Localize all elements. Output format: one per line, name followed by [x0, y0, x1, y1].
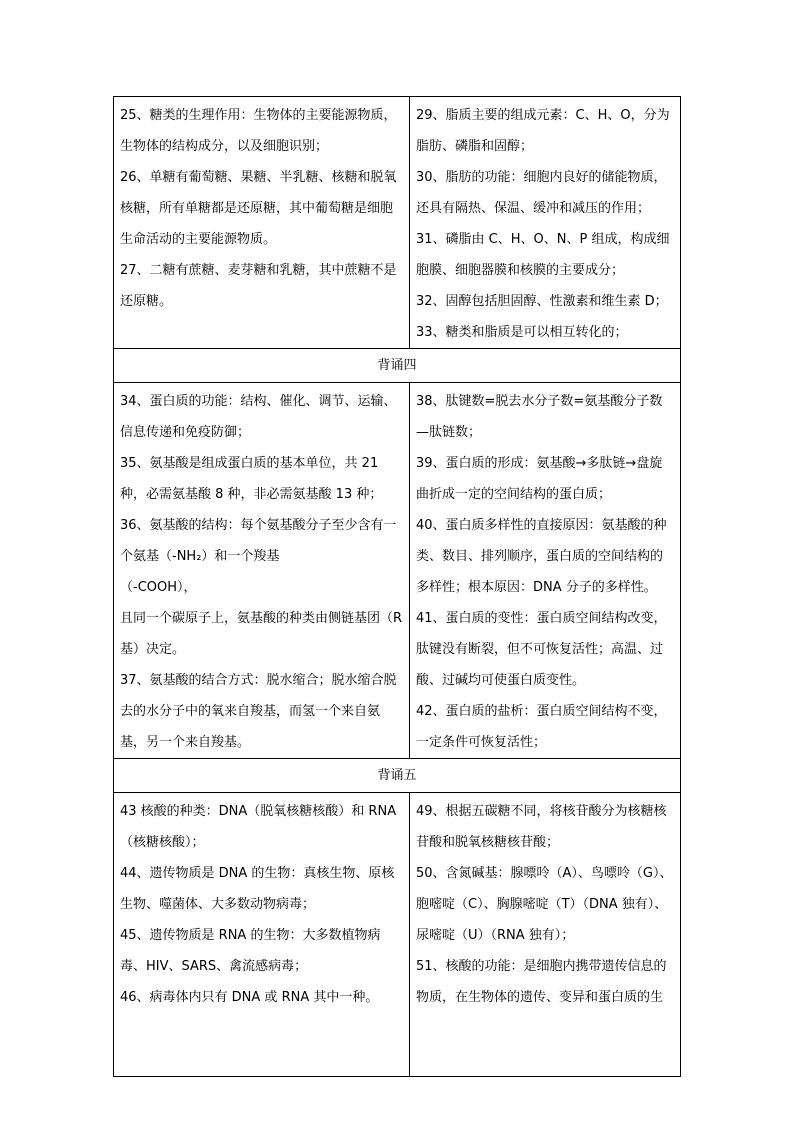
section5-header-row — [114, 759, 681, 793]
section3-right-cell — [410, 97, 681, 349]
list-item: 41、蛋白质的变性：蛋白质空间结构改变，肽键没有断裂，但不可恢复活性；高温、过酸、过碱均可使蛋白质变性。 — [416, 611, 667, 688]
section5-row — [114, 793, 681, 1077]
section4-row — [114, 383, 681, 759]
list-item: （-COOH）， — [120, 580, 197, 595]
list-item: 50、含氮碱基：腺嘌呤（A）、鸟嘌呤（G）、胞嘧啶（C）、胸腺嘧啶（T）（DNA 独有）、尿嘧啶（U）（RNA 独有）； — [416, 866, 673, 943]
notes-table — [113, 96, 681, 1077]
list-item: 26、单糖有葡萄糖、果糖、半乳糖、核糖和脱氧核糖，所有单糖都是还原糖，其中葡萄糖是细胞生命活动的主要能源物质。 — [120, 170, 397, 247]
list-item: 46、病毒体内只有 DNA 或 RNA 其中一种。 — [120, 990, 379, 1005]
section5-left-cell — [114, 793, 410, 1077]
list-item: 34、蛋白质的功能：结构、催化、调节、运输、信息传递和免疫防御； — [120, 394, 397, 440]
list-item: 42、蛋白质的盐析：蛋白质空间结构不变，一定条件可恢复活性； — [416, 704, 667, 750]
section4-header-row — [114, 349, 681, 383]
list-item: 32、固醇包括胆固醇、性激素和维生素 D； — [416, 294, 668, 309]
notes-table-container — [113, 96, 681, 1077]
list-item: 33、糖类和脂质是可以相互转化的； — [416, 325, 628, 340]
list-item: 43 核酸的种类：DNA（脱氧核糖核酸）和 RNA（核糖核酸）； — [120, 804, 397, 850]
section3-row — [114, 97, 681, 349]
list-item: 39、蛋白质的形成：氨基酸→多肽链→盘旋曲折成一定的空间结构的蛋白质； — [416, 456, 663, 502]
list-item: 36、氨基酸的结构：每个氨基酸分子至少含有一个氨基（-NH₂）和一个羧基 — [120, 518, 397, 564]
list-item: 49、根据五碳糖不同，将核苷酸分为核糖核苷酸和脱氧核糖核苷酸； — [416, 804, 667, 850]
list-item: 30、脂肪的功能：细胞内良好的储能物质，还具有隔热、保温、缓冲和减压的作用； — [416, 170, 667, 216]
section-title: 背诵五 — [114, 759, 681, 793]
list-item: 29、脂质主要的组成元素：C、H、O，分为脂肪、磷脂和固醇； — [416, 108, 670, 154]
section-title: 背诵四 — [114, 349, 681, 383]
list-item: 40、蛋白质多样性的直接原因：氨基酸的种类、数目、排列顺序，蛋白质的空间结构的多样性；根本原因：DNA 分子的多样性。 — [416, 518, 667, 595]
list-item: 25、糖类的生理作用：生物体的主要能源物质，生物体的结构成分，以及细胞识别； — [120, 108, 397, 154]
list-item: 且同一个碳原子上，氨基酸的种类由侧链基团（R 基）决定。 — [120, 611, 403, 657]
list-item: 51、核酸的功能：是细胞内携带遗传信息的物质，在生物体的遗传、变异和蛋白质的生 — [416, 959, 667, 1005]
list-item: 35、氨基酸是组成蛋白质的基本单位，共 21 种，必需氨基酸 8 种，非必需氨基酸 13 种； — [120, 456, 383, 502]
list-item: 27、二糖有蔗糖、麦芽糖和乳糖，其中蔗糖不是还原糖。 — [120, 263, 397, 309]
section5-right-content — [416, 796, 674, 1076]
section4-left-cell — [114, 383, 410, 759]
list-item: 44、遗传物质是 DNA 的生物：真核生物、原核生物、噬菌体、大多数动物病毒； — [120, 866, 395, 912]
section3-left-cell — [114, 97, 410, 349]
list-item: 45、遗传物质是 RNA 的生物：大多数植物病毒、HIV、SARS、禽流感病毒； — [120, 928, 381, 974]
section4-right-cell — [410, 383, 681, 759]
list-item: 37、氨基酸的结合方式：脱水缩合；脱水缩合脱去的水分子中的氧来自羧基，而氢一个来自氨基，另一个来自羧基。 — [120, 673, 397, 750]
list-item: 38、肽键数=脱去水分子数=氨基酸分子数—肽链数； — [416, 394, 663, 440]
list-item: 31、磷脂由 C、H、O、N、P 组成，构成细胞膜、细胞器膜和核膜的主要成分； — [416, 232, 670, 278]
section5-left-content — [120, 796, 403, 1076]
section5-right-cell — [410, 793, 681, 1077]
